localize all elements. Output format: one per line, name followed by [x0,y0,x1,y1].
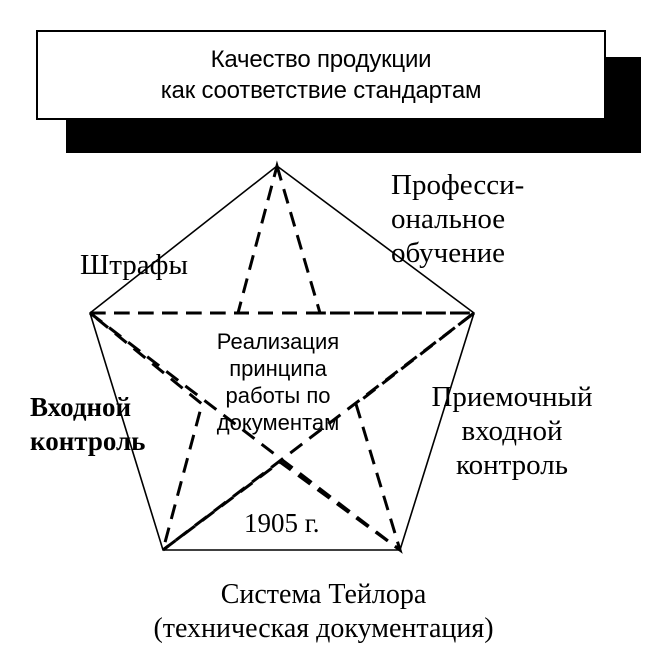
node-professional-training-line-3: обучение [391,237,506,269]
node-acceptance-control-line-2: входной [461,415,563,447]
node-professional-training [391,168,524,270]
center-line-1: Реализация [216,329,340,354]
node-professional-training-line-2: ональное [391,203,506,235]
center-line-2: принципа [229,356,327,381]
title-line-2: как соответствие стандартам [160,77,482,104]
footer-caption [0,578,647,646]
node-acceptance-control [414,380,610,482]
center-line-4: документам [216,410,340,435]
title-line-1: Качество продукции [210,46,432,73]
year-label: 1905 г. [244,508,320,538]
center-principle [178,328,378,436]
node-incoming-control-line-1: Входной [30,392,132,422]
node-acceptance-control-line-1: Приемочный [431,381,593,413]
center-line-3: работы по [225,383,331,408]
footer-line-2: (техническая документация) [153,613,494,644]
node-professional-training-line-1: Професси- [391,169,525,201]
node-incoming-control [30,390,145,458]
footer-line-1: Система Тейлора [220,579,427,610]
node-incoming-control-line-2: контроль [30,426,146,456]
node-fines: Штрафы [80,249,188,281]
node-acceptance-control-line-3: контроль [456,449,568,481]
